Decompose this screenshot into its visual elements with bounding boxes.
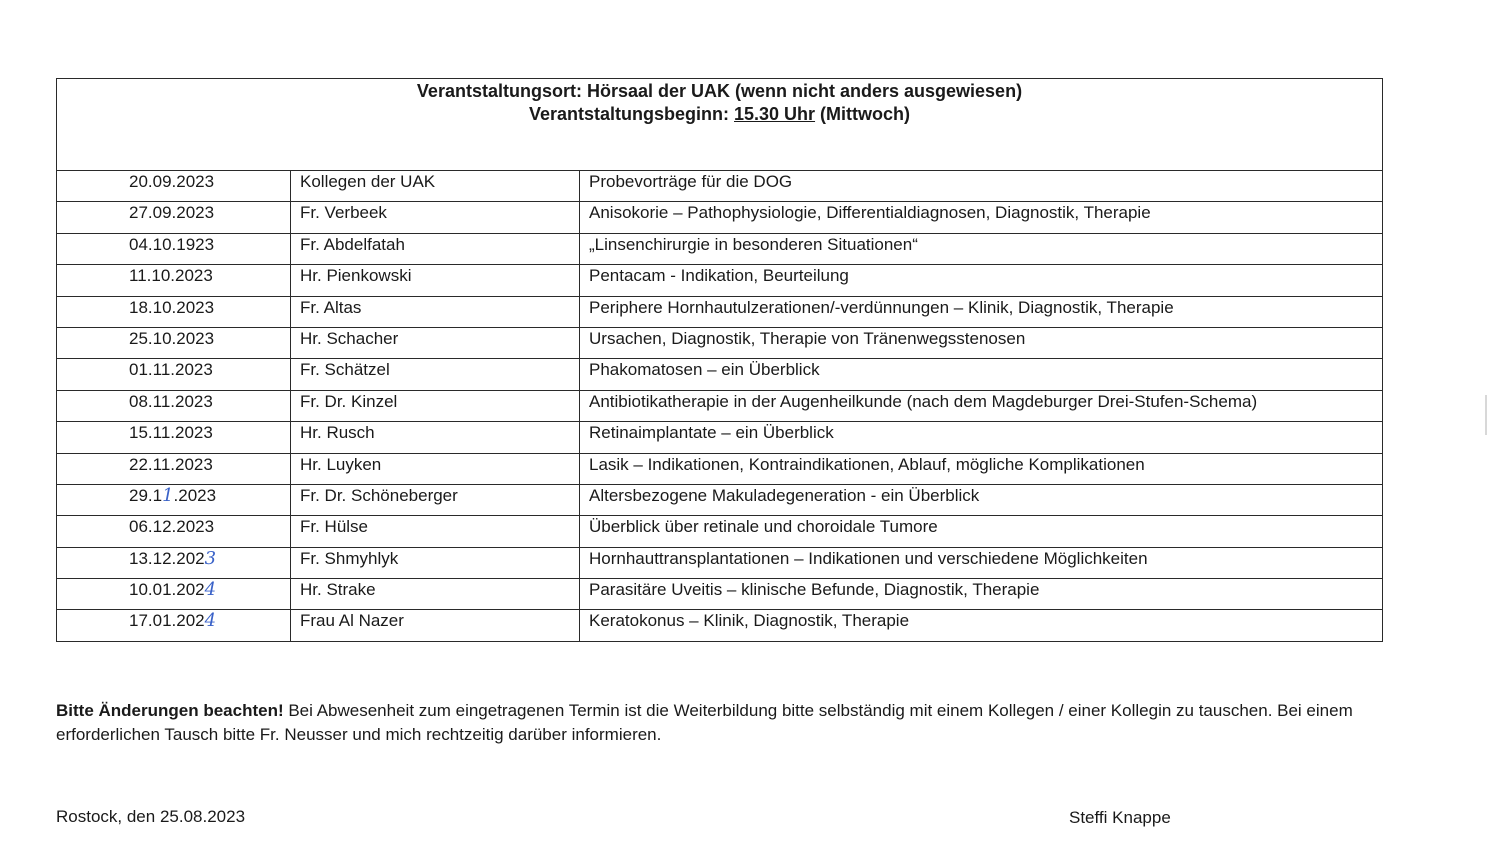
table-row — [57, 484, 1383, 515]
date-text — [129, 172, 290, 192]
date-cell — [57, 390, 291, 421]
table-row — [57, 516, 1383, 547]
topic-cell — [580, 579, 1383, 610]
date-text — [129, 611, 290, 631]
presenter-cell — [291, 296, 580, 327]
presenter-cell — [291, 516, 580, 547]
table-row — [57, 296, 1383, 327]
topic-text: Pentacam - Indikation, Beurteilung — [589, 266, 849, 286]
presenter-cell — [291, 547, 580, 578]
date-cell — [57, 579, 291, 610]
note-emphasis: Bitte Änderungen beachten! — [56, 701, 284, 720]
presenter-cell — [291, 327, 580, 358]
date-text — [129, 455, 290, 475]
date-cell — [57, 547, 291, 578]
date-printed: 18.10.2023 — [129, 297, 215, 317]
start-suffix: (Mittwoch) — [815, 104, 911, 124]
table-row — [57, 171, 1383, 202]
table-row — [57, 265, 1383, 296]
topic-cell — [580, 359, 1383, 390]
change-note — [56, 699, 1386, 747]
date-printed: 13.12.202 — [129, 548, 205, 568]
table-row — [57, 579, 1383, 610]
presenter-cell — [291, 202, 580, 233]
date-printed: 15.11.2023 — [129, 423, 213, 443]
topic-text: Retinaimplantate – ein Überblick — [589, 423, 834, 443]
topic-cell — [580, 296, 1383, 327]
topic-cell — [580, 202, 1383, 233]
table-row — [57, 359, 1383, 390]
date-printed: 20.09.2023 — [129, 172, 215, 191]
topic-text: Anisokorie – Pathophysiologie, Differentialdiagnosen, Diagnostik, Therapie — [589, 203, 1151, 223]
date-cell — [57, 359, 291, 390]
topic-cell — [580, 453, 1383, 484]
place-date: Rostock, den 25.08.2023 — [56, 807, 246, 826]
topic-text: Antibiotikatherapie in der Augenheilkunde (nach dem Magdeburger Drei-Stufen-Schema) — [589, 391, 1258, 411]
date-printed: 29.1 — [129, 485, 163, 505]
date-text — [129, 392, 290, 412]
presenter-name: Fr. Schätzel — [300, 360, 390, 380]
presenter-name: Hr. Strake — [300, 580, 376, 600]
date-printed: 10.01.202 — [129, 580, 205, 600]
presenter-name: Fr. Dr. Schöneberger — [300, 485, 458, 505]
topic-cell — [580, 516, 1383, 547]
topic-text: Ursachen, Diagnostik, Therapie von Tränenwegsstenosen — [589, 328, 1026, 348]
presenter-cell — [291, 453, 580, 484]
table-row — [57, 422, 1383, 453]
presenter-name: Kollegen der UAK — [300, 172, 436, 191]
table-row — [57, 233, 1383, 264]
date-printed: 25.10.2023 — [129, 328, 215, 348]
topic-cell — [580, 484, 1383, 515]
topic-cell — [580, 547, 1383, 578]
date-printed: 08.11.2023 — [129, 391, 213, 411]
date-text — [129, 298, 290, 318]
signature-name: Steffi Knappe — [1069, 808, 1171, 827]
table-header — [57, 79, 1383, 171]
topic-text: Parasitäre Uveitis – klinische Befunde, Diagnostik, Therapie — [589, 580, 1040, 600]
date-text — [129, 486, 290, 506]
topic-text: „Linsenchirurgie in besonderen Situationen“ — [589, 234, 918, 254]
topic-text: Keratokonus – Klinik, Diagnostik, Therapie — [589, 611, 910, 631]
presenter-cell — [291, 422, 580, 453]
topic-cell — [580, 422, 1383, 453]
handwritten-correction: 3 — [204, 547, 217, 569]
topic-text: Periphere Hornhautulzerationen/-verdünnungen – Klinik, Diagnostik, Therapie — [589, 297, 1174, 317]
date-text — [129, 517, 290, 537]
presenter-cell — [291, 610, 580, 641]
date-printed: 27.09.2023 — [129, 203, 215, 223]
topic-text: Probevorträge für die DOG — [589, 172, 793, 191]
topic-cell — [580, 171, 1383, 202]
presenter-name: Hr. Rusch — [300, 423, 375, 443]
date-text — [129, 235, 290, 255]
presenter-name: Fr. Verbeek — [300, 203, 387, 223]
venue-label: Verantstaltungsort: Hörsaal der UAK (wenn nicht anders ausgewiesen) — [416, 81, 1023, 101]
table-row — [57, 390, 1383, 421]
topic-cell — [580, 390, 1383, 421]
topic-cell — [580, 327, 1383, 358]
date-cell — [57, 171, 291, 202]
topic-text: Hornhauttransplantationen – Indikationen und verschiedene Möglichkeiten — [589, 548, 1148, 568]
presenter-cell — [291, 359, 580, 390]
topic-text: Lasik – Indikationen, Kontraindikationen, Ablauf, mögliche Komplikationen — [589, 454, 1145, 474]
presenter-name: Frau Al Nazer — [300, 611, 404, 631]
date-cell — [57, 296, 291, 327]
date-text — [129, 329, 290, 349]
handwritten-correction: 4 — [204, 610, 217, 632]
date-cell — [57, 265, 291, 296]
date-text — [129, 423, 290, 443]
presenter-cell — [291, 390, 580, 421]
presenter-name: Fr. Shmyhlyk — [300, 548, 399, 568]
presenter-cell — [291, 484, 580, 515]
date-printed: 06.12.2023 — [129, 517, 215, 537]
topic-cell — [580, 265, 1383, 296]
schedule-table — [56, 78, 1383, 642]
date-cell — [57, 610, 291, 641]
date-text — [129, 360, 290, 380]
date-text — [129, 549, 290, 569]
presenter-cell — [291, 265, 580, 296]
topic-text: Altersbezogene Makuladegeneration - ein Überblick — [589, 485, 980, 505]
date-cell — [57, 233, 291, 264]
date-text — [129, 580, 290, 600]
start-line — [57, 103, 1382, 126]
table-row — [57, 547, 1383, 578]
table-row — [57, 202, 1383, 233]
start-prefix: Verantstaltungsbeginn: — [528, 104, 734, 124]
date-printed: 17.01.202 — [129, 611, 205, 631]
presenter-cell — [291, 579, 580, 610]
table-row — [57, 327, 1383, 358]
presenter-name: Hr. Pienkowski — [300, 266, 412, 286]
date-printed: 04.10.1923 — [129, 234, 215, 254]
date-cell — [57, 453, 291, 484]
presenter-cell — [291, 233, 580, 264]
note-text: Bei Abwesenheit zum eingetragenen Termin ist die Weiterbildung bitte selbständig mit einem Kollegen / einer Kollegin zu tauschen. Bei einem erforderlichen Tausch bitte Fr. Neusser und mich rechtzeitig darüber informieren. — [56, 701, 1353, 744]
date-printed: 11.10.2023 — [129, 266, 213, 286]
date-cell — [57, 202, 291, 233]
presenter-name: Fr. Abdelfatah — [300, 234, 405, 254]
start-time: 15.30 Uhr — [734, 104, 816, 124]
date-printed: 01.11.2023 — [129, 360, 213, 380]
table-row — [57, 610, 1383, 641]
topic-cell — [580, 610, 1383, 641]
presenter-name: Hr. Luyken — [300, 454, 382, 474]
presenter-name: Fr. Dr. Kinzel — [300, 391, 398, 411]
date-text — [129, 266, 290, 286]
date-cell — [57, 516, 291, 547]
presenter-cell — [291, 171, 580, 202]
date-cell — [57, 484, 291, 515]
presenter-name: Fr. Altas — [300, 297, 362, 317]
handwritten-correction: 4 — [204, 579, 217, 601]
topic-text: Überblick über retinale und choroidale Tumore — [589, 517, 938, 537]
topic-text: Phakomatosen – ein Überblick — [589, 360, 820, 380]
presenter-name: Fr. Hülse — [300, 517, 369, 537]
table-row — [57, 453, 1383, 484]
date-cell — [57, 327, 291, 358]
date-text — [129, 203, 290, 223]
date-tail: .2023 — [173, 485, 217, 505]
presenter-name: Hr. Schacher — [300, 328, 399, 348]
topic-cell — [580, 233, 1383, 264]
date-printed: 22.11.2023 — [129, 454, 213, 474]
date-cell — [57, 422, 291, 453]
handwritten-correction: 1 — [162, 484, 174, 506]
